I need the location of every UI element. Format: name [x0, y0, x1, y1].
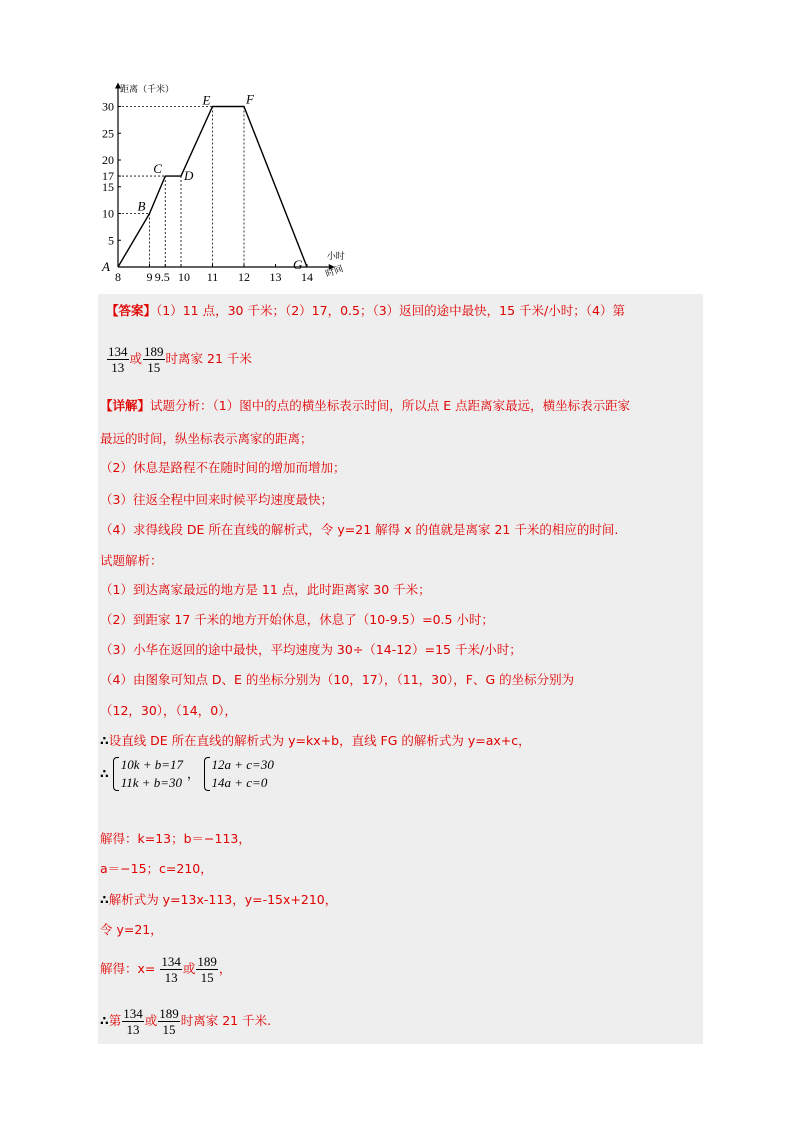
point-label-b: B — [137, 198, 146, 214]
x-axis-unit-label: 小时 — [326, 252, 345, 262]
answer-line-1 — [106, 303, 625, 319]
detail-tag: 【详解】 — [100, 398, 151, 413]
point-label-c: C — [153, 161, 162, 177]
y-tick-label: 5 — [108, 233, 114, 248]
point-label-f: F — [246, 91, 254, 107]
detail-line-11: （12，30），（14，0）， — [100, 703, 237, 718]
answer-section — [98, 294, 703, 1044]
comma: ， — [187, 766, 200, 781]
x-tick-label: 9 — [146, 270, 153, 284]
answer-line-2 — [106, 344, 252, 375]
detail-line-16: 令 y=21， — [100, 922, 163, 937]
x-tick-label: 12 — [238, 270, 250, 284]
detail-text-12: 设直线 DE 所在直线的解析式为 y=kx+b，直线 FG 的解析式为 y=ax+c， — [108, 733, 531, 748]
comma: ， — [218, 961, 232, 976]
x-axis-label: 时间 — [324, 264, 345, 280]
point-label-d: D — [184, 168, 194, 184]
y-axis-label: 距离（千米） — [120, 85, 175, 95]
or-text: 或 — [144, 1013, 158, 1028]
point-label-e: E — [202, 92, 211, 108]
answer-tail: 时离家 21 千米 — [165, 351, 252, 366]
point-label-g: G — [293, 257, 303, 272]
detail-line-5: （4）求得线段 DE 所在直线的解析式，令 y=21 解得 x 的值就是离家 21 千米的相应的时间. — [100, 522, 619, 537]
equation-system-2 — [204, 756, 274, 792]
y-tick-label: 10 — [102, 206, 114, 221]
therefore-symbol: ∴ — [100, 1013, 109, 1028]
y-tick-label: 30 — [102, 99, 114, 114]
system-1-row-1: 10k + b=17 — [120, 757, 184, 772]
therefore-symbol: ∴ — [100, 892, 109, 907]
fraction-134-13: $\frac{134}{13}$ — [161, 954, 181, 985]
x-tick-label: 14 — [301, 270, 313, 284]
detail-line-14: a＝−15；c=210， — [100, 861, 213, 876]
detail-line-18 — [100, 1006, 271, 1037]
therefore-symbol: ∴ — [100, 766, 109, 781]
answer-tag: 【答案】 — [106, 303, 157, 318]
answer-text: （1）11 点，30 千米；（2）17，0.5；（3）返回的途中最快，15 千米/小时；（4）第 — [156, 303, 625, 318]
x-tick-label: 11 — [206, 270, 219, 284]
point-label-a: A — [102, 259, 110, 274]
detail-line-2: 最远的时间，纵坐标表示离家的距离； — [100, 431, 313, 446]
detail-line-17 — [100, 954, 231, 985]
x-tick-label: 8 — [115, 270, 121, 284]
or-text: 或 — [182, 961, 196, 976]
detail-line-4: （3）往返全程中回来时候平均速度最快； — [100, 492, 333, 507]
detail-line-8: （2）到距家 17 千米的地方开始休息，休息了（10-9.5）=0.5 小时； — [100, 612, 494, 627]
equation-system-1 — [113, 756, 183, 792]
fraction-134-13: $\frac{134}{13}$ — [123, 1006, 143, 1037]
distance-time-chart — [98, 74, 345, 294]
y-tick-label: 15 — [102, 179, 114, 194]
equation-systems-line — [100, 756, 274, 792]
x-tick-label: 9.5 — [154, 270, 170, 284]
system-2-row-1: 12a + c=30 — [211, 757, 274, 772]
solve-x-label: 解得：x= — [100, 961, 156, 976]
fraction-189-15: $\frac{189}{15}$ — [159, 1006, 179, 1037]
detail-line-12 — [100, 733, 531, 749]
y-tick-label: 17 — [102, 169, 114, 184]
chart-svg — [98, 74, 345, 294]
detail-line-10: （4）由图象可知点 D、E 的坐标分别为（10，17），（11，30），F、G 的坐标分别为 — [100, 672, 575, 687]
detail-line-3: （2）休息是路程不在随时间的增加而增加； — [100, 460, 346, 475]
system-2-row-2: 14a + c=0 — [211, 775, 268, 790]
ordinal-prefix: 第 — [108, 1013, 122, 1028]
x-tick-label: 13 — [269, 270, 282, 284]
fraction-189-15: $\frac{189}{15}$ — [144, 344, 164, 375]
y-tick-label: 20 — [102, 153, 114, 167]
x-tick-label: 10 — [178, 270, 190, 284]
or-text: 或 — [129, 351, 143, 366]
fraction-134-13: $\frac{134}{13}$ — [108, 344, 128, 375]
detail-line-15 — [100, 892, 337, 908]
final-answer-text: 时离家 21 千米. — [180, 1013, 272, 1028]
detail-text-15: 解析式为 y=13x-113，y=-15x+210， — [108, 892, 338, 907]
system-1-row-2: 11k + b=30 — [120, 775, 183, 790]
y-tick-label: 25 — [102, 126, 114, 141]
detail-line-13: 解得：k=13；b＝−113， — [100, 831, 251, 846]
detail-line-7: （1）到达离家最远的地方是 11 点，此时距离家 30 千米； — [100, 582, 431, 597]
detail-line-9: （3）小华在返回的途中最快，平均速度为 30÷（14-12）=15 千米/小时； — [100, 642, 522, 657]
therefore-symbol: ∴ — [100, 733, 109, 748]
fraction-189-15: $\frac{189}{15}$ — [197, 954, 217, 985]
detail-line-1 — [100, 398, 630, 414]
detail-text-1: 试题分析：（1）图中的点的横坐标表示时间，所以点 E 点距离家最远，横坐标表示距家 — [150, 398, 631, 413]
detail-line-6: 试题解析： — [100, 553, 163, 568]
